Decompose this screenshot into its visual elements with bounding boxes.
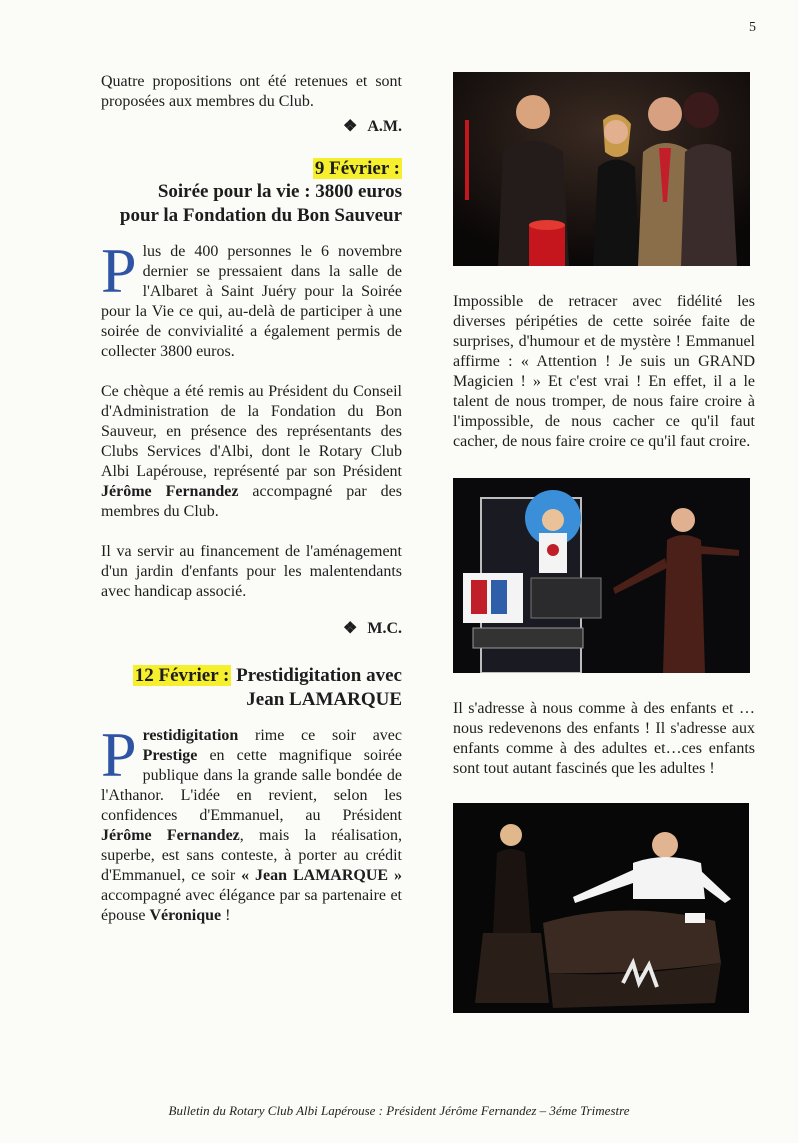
diamond-icon: ❖	[343, 620, 358, 637]
date-highlight: 12 Février :	[134, 665, 230, 686]
paragraph-text: Ce chèque a été remis au Président du Conseil d'Administration de la Fondation du Bon Sauveur, en présence des représentants des Clubs Services d'Albi, dont le Rotary Club Albi Lapérouse, représenté par son Président	[101, 383, 402, 480]
paragraph-text: , mais la réalisation, superbe, est sans conteste, à porter au crédit d'Emmanuel, ce soir	[101, 827, 402, 884]
intro-paragraph: Quatre propositions ont été retenues et sont proposées aux membres du Club.	[101, 73, 402, 110]
article1-paragraph3: Il va servir au financement de l'aménagement d'un jardin d'enfants pour les malentendants avec handicap associé.	[101, 543, 402, 600]
bold-text: Prestige	[142, 747, 198, 764]
right-column	[453, 72, 755, 1013]
photo-group-stage	[453, 72, 750, 266]
signature-mc	[101, 618, 402, 638]
paragraph-text: en cette magnifique soirée publique dans la grande salle bondée de l'Athanor. L'idée en revient, selon les confidences d'Emmanuel, au Président	[101, 747, 402, 824]
signature-text: A.M.	[367, 118, 402, 135]
article2-title-line1	[101, 664, 402, 688]
diamond-icon: ❖	[343, 118, 358, 135]
paragraph-text: accompagné par des membres du Club.	[101, 483, 402, 520]
president-name: Jérôme Fernandez	[101, 483, 239, 500]
bold-text: Véronique	[149, 907, 222, 924]
dropcap: P	[101, 719, 137, 790]
article2-title-line2: Jean LAMARQUE	[246, 689, 402, 710]
date-highlight: 9 Février :	[314, 158, 400, 179]
article1-paragraph2	[101, 382, 402, 522]
caption-paragraph-2: Il s'adresse à nous comme à des enfants et …nous redevenons des enfants ! Il s'adresse aux enfants comme à des adultes et…ces enfants sont tout autant fascinés que les adultes !	[453, 700, 755, 777]
paragraph-text: lus de 400 personnes le 6 novembre dernier se pressaient dans la salle de l'Albaret à Saint Juéry pour la Soirée pour la Vie ce qui, au-delà de participer à une soirée de convivialité a également permis de collecter 3800 euros.	[101, 243, 402, 360]
bold-text: restidigitation	[142, 727, 239, 744]
article1-paragraph1	[101, 235, 402, 362]
title-text: Prestidigitation avec	[231, 665, 402, 686]
caption-paragraph-1: Impossible de retracer avec fidélité les diverses péripéties de cette soirée faite de surprises, d'humour et de mystère ! Emmanuel affirme : « Attention ! Je suis un GRAND Magicien ! » Et c'est vrai ! En effet, il a le talent de nous tromper, de nous faire croire à l'impossible, de nous cacher ce qu'il faut cacher, de nous faire croire ce qu'il faut croire.	[453, 293, 755, 450]
bold-text: Jérôme Fernandez	[101, 827, 240, 844]
article1-date	[101, 158, 402, 180]
left-column	[101, 72, 402, 926]
page-footer: Bulletin du Rotary Club Albi Lapérouse : Président Jérôme Fernandez – 3éme Trimestre	[168, 1103, 630, 1118]
signature-am	[101, 116, 402, 136]
signature-text: M.C.	[367, 620, 402, 637]
dropcap: P	[101, 235, 137, 306]
article2-paragraph	[101, 719, 402, 926]
paragraph-text: accompagné avec élégance par sa partenaire et épouse	[101, 887, 402, 924]
article1-title-line1: Soirée pour la vie : 3800 euros	[157, 181, 402, 202]
bold-text: « Jean LAMARQUE »	[241, 867, 402, 884]
paragraph-text: rime ce soir avec	[238, 727, 402, 744]
article1-title-line2: pour la Fondation du Bon Sauveur	[119, 205, 402, 226]
page-number: 5	[749, 20, 756, 35]
photo-levitation	[453, 803, 749, 1013]
photo-magic-act	[453, 478, 750, 673]
paragraph-text: !	[221, 907, 231, 924]
